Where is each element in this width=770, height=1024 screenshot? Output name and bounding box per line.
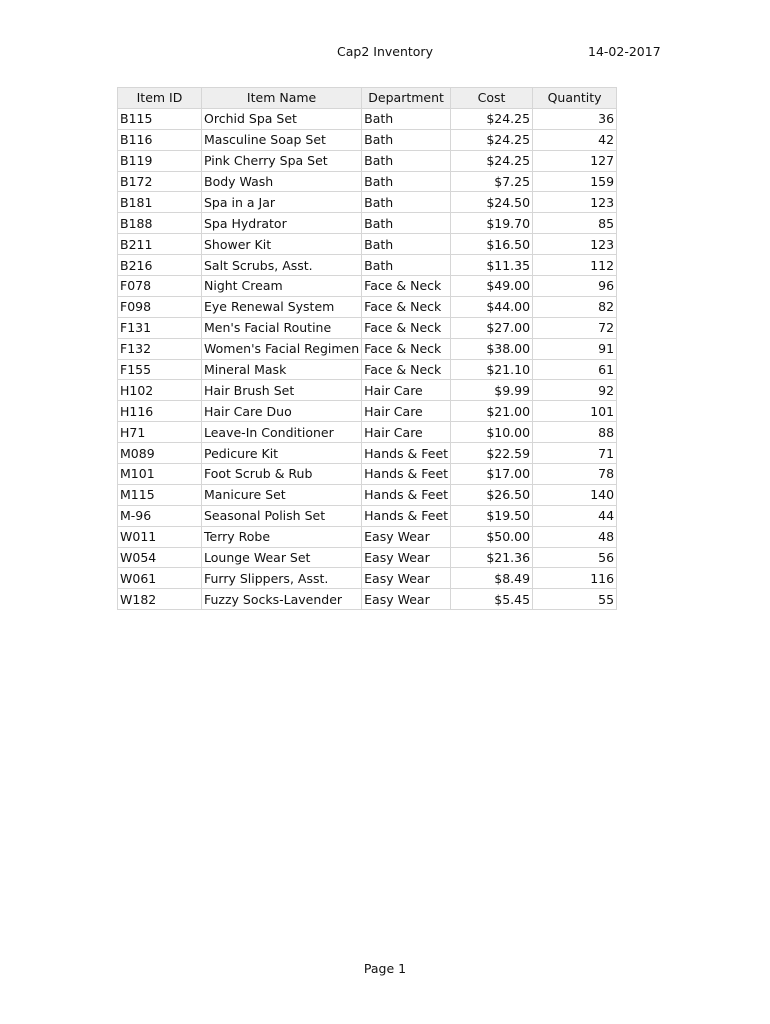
item-name-cell: Eye Renewal System xyxy=(202,296,362,317)
table-row xyxy=(118,547,617,568)
table-row xyxy=(118,568,617,589)
quantity-cell: 112 xyxy=(533,255,617,276)
item-id-cell: F131 xyxy=(118,317,202,338)
quantity-cell: 91 xyxy=(533,338,617,359)
table-row xyxy=(118,422,617,443)
page-title: Cap2 Inventory xyxy=(337,44,433,59)
cost-cell: $24.25 xyxy=(451,108,533,129)
item-name-cell: Night Cream xyxy=(202,276,362,297)
item-id-cell: H116 xyxy=(118,401,202,422)
item-id-cell: M089 xyxy=(118,443,202,464)
cost-cell: $38.00 xyxy=(451,338,533,359)
quantity-cell: 116 xyxy=(533,568,617,589)
quantity-cell: 92 xyxy=(533,380,617,401)
item-id-cell: F078 xyxy=(118,276,202,297)
item-id-cell: F155 xyxy=(118,359,202,380)
item-id-cell: B211 xyxy=(118,234,202,255)
department-cell: Easy Wear xyxy=(362,526,451,547)
table-row xyxy=(118,234,617,255)
cost-cell: $10.00 xyxy=(451,422,533,443)
table-row xyxy=(118,171,617,192)
column-header-cost: Cost xyxy=(451,88,533,109)
item-name-cell: Terry Robe xyxy=(202,526,362,547)
table-row xyxy=(118,213,617,234)
item-id-cell: B116 xyxy=(118,129,202,150)
item-id-cell: B115 xyxy=(118,108,202,129)
cost-cell: $24.50 xyxy=(451,192,533,213)
department-cell: Hair Care xyxy=(362,401,451,422)
department-cell: Hands & Feet xyxy=(362,505,451,526)
item-id-cell: M101 xyxy=(118,464,202,485)
item-name-cell: Furry Slippers, Asst. xyxy=(202,568,362,589)
table-row xyxy=(118,464,617,485)
column-header-item-name: Item Name xyxy=(202,88,362,109)
quantity-cell: 44 xyxy=(533,505,617,526)
table-row xyxy=(118,359,617,380)
item-name-cell: Lounge Wear Set xyxy=(202,547,362,568)
table-row xyxy=(118,401,617,422)
item-id-cell: B181 xyxy=(118,192,202,213)
item-name-cell: Hair Brush Set xyxy=(202,380,362,401)
quantity-cell: 85 xyxy=(533,213,617,234)
item-id-cell: H102 xyxy=(118,380,202,401)
quantity-cell: 36 xyxy=(533,108,617,129)
cost-cell: $49.00 xyxy=(451,276,533,297)
department-cell: Bath xyxy=(362,150,451,171)
item-name-cell: Men's Facial Routine xyxy=(202,317,362,338)
quantity-cell: 123 xyxy=(533,234,617,255)
item-name-cell: Orchid Spa Set xyxy=(202,108,362,129)
quantity-cell: 101 xyxy=(533,401,617,422)
item-name-cell: Manicure Set xyxy=(202,484,362,505)
quantity-cell: 140 xyxy=(533,484,617,505)
quantity-cell: 42 xyxy=(533,129,617,150)
item-name-cell: Hair Care Duo xyxy=(202,401,362,422)
cost-cell: $7.25 xyxy=(451,171,533,192)
cost-cell: $8.49 xyxy=(451,568,533,589)
quantity-cell: 72 xyxy=(533,317,617,338)
item-name-cell: Salt Scrubs, Asst. xyxy=(202,255,362,276)
cost-cell: $21.36 xyxy=(451,547,533,568)
department-cell: Hair Care xyxy=(362,422,451,443)
cost-cell: $27.00 xyxy=(451,317,533,338)
department-cell: Bath xyxy=(362,213,451,234)
inventory-table xyxy=(117,87,617,610)
column-header-department: Department xyxy=(362,88,451,109)
table-row xyxy=(118,589,617,610)
quantity-cell: 78 xyxy=(533,464,617,485)
table-row xyxy=(118,484,617,505)
item-id-cell: M-96 xyxy=(118,505,202,526)
item-id-cell: W054 xyxy=(118,547,202,568)
table-row xyxy=(118,526,617,547)
item-id-cell: M115 xyxy=(118,484,202,505)
table-row xyxy=(118,192,617,213)
page-number: Page 1 xyxy=(363,961,407,976)
cost-cell: $21.10 xyxy=(451,359,533,380)
cost-cell: $17.00 xyxy=(451,464,533,485)
quantity-cell: 159 xyxy=(533,171,617,192)
department-cell: Bath xyxy=(362,234,451,255)
department-cell: Bath xyxy=(362,129,451,150)
item-id-cell: W061 xyxy=(118,568,202,589)
item-name-cell: Foot Scrub & Rub xyxy=(202,464,362,485)
department-cell: Hands & Feet xyxy=(362,484,451,505)
page-date: 14-02-2017 xyxy=(588,44,661,59)
cost-cell: $5.45 xyxy=(451,589,533,610)
table-row xyxy=(118,108,617,129)
quantity-cell: 56 xyxy=(533,547,617,568)
item-name-cell: Leave-In Conditioner xyxy=(202,422,362,443)
table-row xyxy=(118,317,617,338)
table-row xyxy=(118,505,617,526)
cost-cell: $11.35 xyxy=(451,255,533,276)
quantity-cell: 55 xyxy=(533,589,617,610)
item-name-cell: Body Wash xyxy=(202,171,362,192)
cost-cell: $26.50 xyxy=(451,484,533,505)
quantity-cell: 71 xyxy=(533,443,617,464)
item-id-cell: F132 xyxy=(118,338,202,359)
item-id-cell: F098 xyxy=(118,296,202,317)
department-cell: Hands & Feet xyxy=(362,464,451,485)
item-name-cell: Pedicure Kit xyxy=(202,443,362,464)
cost-cell: $21.00 xyxy=(451,401,533,422)
department-cell: Bath xyxy=(362,108,451,129)
table-row xyxy=(118,276,617,297)
table-row xyxy=(118,150,617,171)
item-id-cell: B172 xyxy=(118,171,202,192)
quantity-cell: 96 xyxy=(533,276,617,297)
department-cell: Bath xyxy=(362,192,451,213)
table-row xyxy=(118,255,617,276)
item-id-cell: B119 xyxy=(118,150,202,171)
item-id-cell: W182 xyxy=(118,589,202,610)
item-name-cell: Pink Cherry Spa Set xyxy=(202,150,362,171)
cost-cell: $22.59 xyxy=(451,443,533,464)
item-name-cell: Mineral Mask xyxy=(202,359,362,380)
item-id-cell: B188 xyxy=(118,213,202,234)
item-name-cell: Spa in a Jar xyxy=(202,192,362,213)
item-id-cell: W011 xyxy=(118,526,202,547)
table-header-row xyxy=(118,88,617,109)
department-cell: Face & Neck xyxy=(362,338,451,359)
item-name-cell: Shower Kit xyxy=(202,234,362,255)
table-row xyxy=(118,338,617,359)
item-name-cell: Masculine Soap Set xyxy=(202,129,362,150)
item-name-cell: Spa Hydrator xyxy=(202,213,362,234)
department-cell: Face & Neck xyxy=(362,359,451,380)
department-cell: Face & Neck xyxy=(362,276,451,297)
quantity-cell: 123 xyxy=(533,192,617,213)
quantity-cell: 82 xyxy=(533,296,617,317)
cost-cell: $24.25 xyxy=(451,150,533,171)
quantity-cell: 61 xyxy=(533,359,617,380)
item-name-cell: Fuzzy Socks-Lavender xyxy=(202,589,362,610)
table-row xyxy=(118,380,617,401)
item-name-cell: Seasonal Polish Set xyxy=(202,505,362,526)
column-header-item-id: Item ID xyxy=(118,88,202,109)
cost-cell: $19.50 xyxy=(451,505,533,526)
item-name-cell: Women's Facial Regimen xyxy=(202,338,362,359)
quantity-cell: 127 xyxy=(533,150,617,171)
department-cell: Easy Wear xyxy=(362,547,451,568)
department-cell: Face & Neck xyxy=(362,317,451,338)
column-header-quantity: Quantity xyxy=(533,88,617,109)
department-cell: Easy Wear xyxy=(362,589,451,610)
cost-cell: $9.99 xyxy=(451,380,533,401)
table-row xyxy=(118,129,617,150)
cost-cell: $44.00 xyxy=(451,296,533,317)
quantity-cell: 88 xyxy=(533,422,617,443)
cost-cell: $19.70 xyxy=(451,213,533,234)
department-cell: Bath xyxy=(362,171,451,192)
cost-cell: $50.00 xyxy=(451,526,533,547)
department-cell: Hair Care xyxy=(362,380,451,401)
cost-cell: $16.50 xyxy=(451,234,533,255)
department-cell: Bath xyxy=(362,255,451,276)
department-cell: Hands & Feet xyxy=(362,443,451,464)
table-body xyxy=(118,108,617,609)
item-id-cell: H71 xyxy=(118,422,202,443)
department-cell: Face & Neck xyxy=(362,296,451,317)
table-row xyxy=(118,296,617,317)
quantity-cell: 48 xyxy=(533,526,617,547)
table-row xyxy=(118,443,617,464)
item-id-cell: B216 xyxy=(118,255,202,276)
department-cell: Easy Wear xyxy=(362,568,451,589)
cost-cell: $24.25 xyxy=(451,129,533,150)
